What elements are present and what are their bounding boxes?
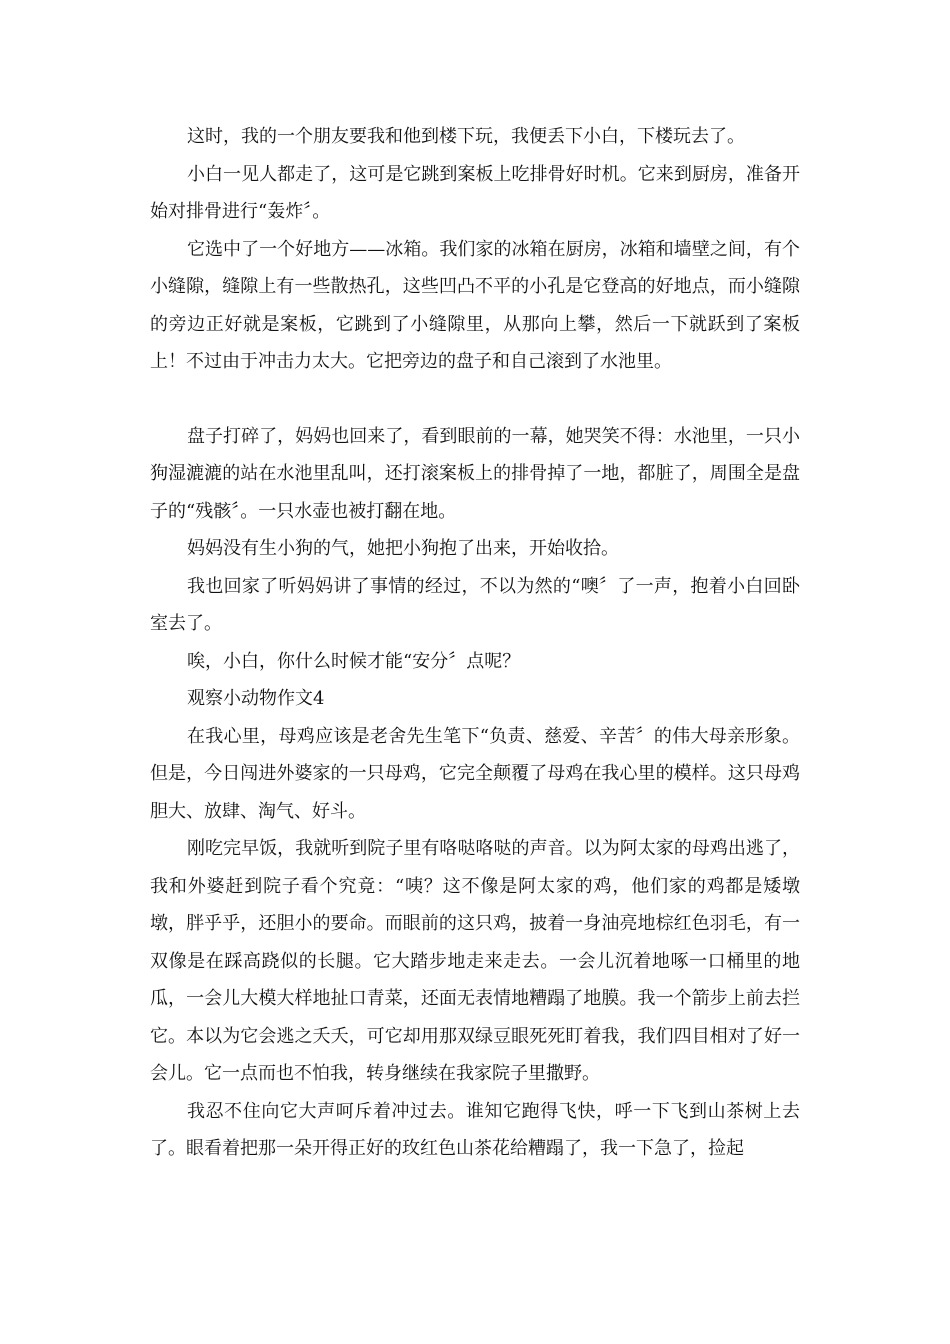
paragraph-gap <box>150 381 800 418</box>
section-heading: 观察小动物作文4 <box>187 688 325 709</box>
paragraph-6: 我也回家了听妈妈讲了事情的经过，不以为然的“噢〞了一声，抱着小白回卧室去了。 <box>150 575 800 634</box>
paragraph-9: 刚吃完早饭，我就听到院子里有咯哒咯哒的声音。以为阿太家的母鸡出逃了，我和外婆赶到院子看个究竟：“咦？这不像是阿太家的鸡，他们家的鸡都是矮墩墩，胖乎乎，还胆小的要命。而眼前的这只鸡，披着一身油亮地棕红色羽毛，有一双像是在踩高跷似的长腿。它大踏步地走来走去。一会儿沉着地啄一口桶里的地瓜，一会儿大模大样地扯口青菜，还面无表情地糟蹋了地膜。我一个箭步上前去拦它。本以为它会逃之夭夭，可它却用那双绿豆眼死死盯着我，我们四目相对了好一会儿。它一点而也不怕我，转身继续在我家院子里撒野。 <box>150 838 800 1084</box>
paragraph-4: 盘子打碎了，妈妈也回来了，看到眼前的一幕，她哭笑不得：水池里，一只小狗湿漉漉的站在水池里乱叫，还打滚案板上的排骨掉了一地，都脏了，周围全是盘子的“残骸〞。一只水壶也被打翻在地。 <box>150 425 800 522</box>
paragraph-2: 小白一见人都走了，这可是它跳到案板上吃排骨好时机。它来到厨房，准备开始对排骨进行“轰炸〞。 <box>150 163 800 222</box>
paragraph-10: 我忍不住向它大声呵斥着冲过去。谁知它跑得飞快，呼一下飞到山茶树上去了。眼看着把那一朵开得正好的玫红色山茶花给糟蹋了，我一下急了，捡起 <box>150 1100 800 1159</box>
document-page <box>150 118 800 1168</box>
paragraph-8: 在我心里，母鸡应该是老舍先生笔下“负责、慈爱、辛苦〞的伟大母亲形象。但是，今日闯进外婆家的一只母鸡，它完全颠覆了母鸡在我心里的模样。这只母鸡胆大、放肆、淘气、好斗。 <box>150 725 800 822</box>
paragraph-7: 唉，小白，你什么时候才能“安分〞点呢？ <box>187 650 521 672</box>
paragraph-1: 这时，我的一个朋友要我和他到楼下玩，我便丢下小白，下楼玩去了。 <box>187 126 745 147</box>
paragraph-3: 它选中了一个好地方——冰箱。我们家的冰箱在厨房，冰箱和墙壁之间，有个小缝隙，缝隙上有一些散热孔，这些凹凸不平的小孔是它登高的好地点，而小缝隙的旁边正好就是案板，它跳到了小缝隙里，从那向上攀，然后一下就跃到了案板上！不过由于冲击力太大。它把旁边的盘子和自己滚到了水池里。 <box>150 238 800 372</box>
paragraph-5: 妈妈没有生小狗的气，她把小狗抱了出来，开始收拾。 <box>187 538 619 559</box>
